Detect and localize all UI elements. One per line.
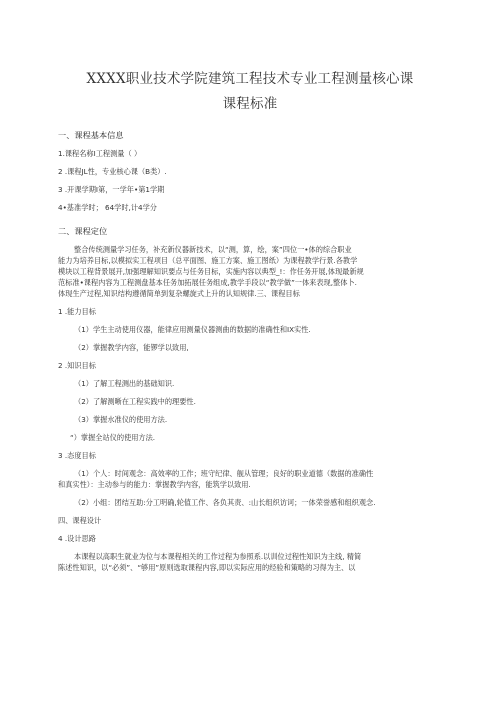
document-title-line1: XXXX职业技术学院建筑工程技术专业工程测量核心课	[86, 71, 414, 87]
section3-sub3-item-2: （2）小组：团结互助:分工明确,轮值工作、各负其责、:山长组织访诃；一体荣誉感和组织观念.	[74, 498, 376, 507]
section4-sub1-label: 4 .设计思路	[58, 534, 96, 543]
section3-sub3-item-1b: 和真实性）：主动参与的能力：掌握教学内容，能筑学以致用.	[58, 480, 251, 489]
section2-heading: 二、课程定位	[58, 226, 108, 236]
section1-item-1: 1.课程名称I工程测量（ ）	[58, 149, 142, 158]
section4-paragraph	[58, 551, 448, 573]
paragraph-line: 整合传统测量学习任务，补充新仪器新技术，以“测，算，绘，案”四位一•体的综合职业	[74, 245, 352, 254]
section3-sub3-label: 3 .态度目标	[58, 451, 96, 460]
paragraph-line: 能力为培养目标,以模拟实工程项目（总平面图、施工方案、施工图纸）为课程教学行景.各教学	[58, 256, 358, 265]
section1-heading: 一、课程基本信息	[58, 130, 124, 140]
section1-item-2: 2 .课程JL性，专业核心课（B类）.	[58, 167, 167, 176]
section3-sub3-item-1a: （1）个人：时间观念：高效率的工作；班守纪律、舰从管理；良好的职业道德（数据的准确性	[74, 469, 374, 478]
section2-paragraph	[58, 244, 448, 299]
document-title-line2: 课程标准	[222, 96, 278, 112]
section3-sub2-item-3: （3）掌握水准仪的使用方法.	[74, 415, 168, 424]
paragraph-line: 体现生产过程,知识结构遵循简单到复杂螺旋式上升的认知规律.三、课程目标	[58, 289, 300, 298]
section1-item-3: 3 .开课学期I第，一学年•第1学期	[58, 185, 165, 194]
section3-sub1-label: 1 .能力目标	[58, 307, 96, 316]
paragraph-line: 范标准•课程内容为工程测盘基本任务加拓展任务组成,教学手段以“教学做”一体来表现,整体卜.	[58, 278, 357, 287]
section3-sub2-item-4: “）掌握全站仪的使用方法.	[70, 433, 156, 442]
section3-sub1-item-1: （1）学生主动使用仪器，能律应用测量仪器测曲的数据的准确性和IX实性.	[74, 325, 311, 334]
section1-item-4: 4•基准学时； 64学时,计4学分	[58, 203, 157, 212]
section3-sub1-item-2: （2）掌握教学内容，能锣学以致用,	[74, 343, 189, 352]
section3-sub2-item-1: （1）了解工程测出的基础知识.	[74, 379, 175, 388]
paragraph-line: 本课程以高职生就业为位与本课程相关的工作过程为参照系.以训位过程性知识为主线, 精简	[74, 552, 362, 561]
paragraph-line: 模块以工程背景展开,加强理解知识要点与任务目标，实施内容以典型_!：作任务开展,体现最新规	[58, 267, 364, 276]
section3-sub2-label: 2 .知识目标	[58, 361, 96, 370]
section4-heading: 四、课程设计	[58, 516, 102, 525]
section3-sub2-item-2: （2）了解测晰在工程实践中的理要性.	[74, 397, 196, 406]
paragraph-line: 陈述性知识，以“必须”、“够用”原则选取课程内容,即以实际应用的经验和策略的习得为主、以	[58, 563, 356, 572]
document-body	[58, 130, 448, 580]
